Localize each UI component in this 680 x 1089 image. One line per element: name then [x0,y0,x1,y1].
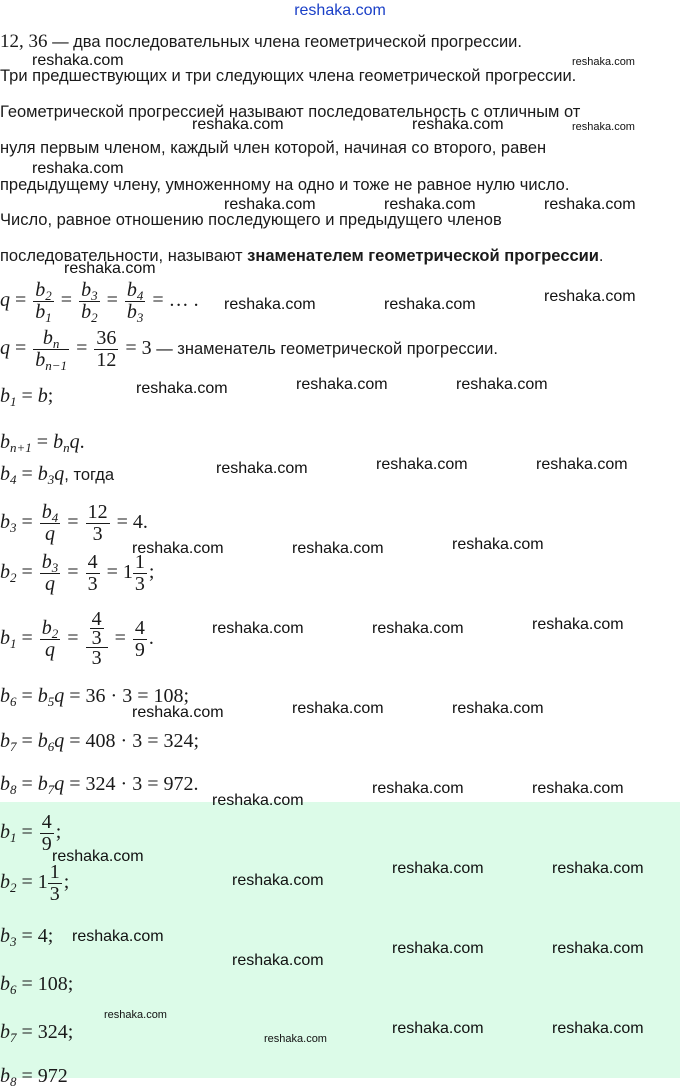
ratio-description: — знаменатель геометрической прогрессии. [151,340,498,359]
watermark: reshaka.com [72,928,164,945]
watermark: reshaka.com [32,160,124,177]
watermark: reshaka.com [532,616,624,633]
theory-line-1: Геометрической прогрессией называют последовательность с отличным от [0,103,581,121]
watermark: reshaka.com [136,380,228,397]
watermark: reshaka.com [532,780,624,797]
watermark: reshaka.com [224,296,316,313]
theory-line-4: Число, равное отношению последующего и предыдущего членов [0,211,502,229]
watermark: reshaka.com [544,288,636,305]
watermark: reshaka.com [212,620,304,637]
formula-b1: $b_1$ = $\frac{b_2}{q}$ = $\frac{\frac{4}{3}}{3}$ = $\frac{4}{9}$ . [0,608,154,669]
watermark: reshaka.com [224,196,316,213]
theory-line-5: последовательности, называют знаменателем геометрической прогрессии. [0,247,604,265]
problem-text: — два последовательных члена геометрической прогрессии. [47,33,522,51]
watermark: reshaka.com [536,456,628,473]
site-header-link[interactable]: reshaka.com [294,2,386,19]
watermark: reshaka.com [372,780,464,797]
watermark: reshaka.com [64,260,156,277]
watermark: reshaka.com [552,1020,644,1037]
term-denominator: знаменателем геометрической прогрессии [247,247,599,265]
problem-statement [0,30,522,54]
theory-line-3: предыдущему члену, умноженному на одно и тоже не равное нулю число. [0,176,570,194]
watermark: reshaka.com [132,540,224,557]
theory-line-2: нуля первым членом, каждый член которой, начиная со второго, равен [0,139,547,157]
watermark: reshaka.com [32,52,124,69]
formula-b8: $b_8 = b_7q = 324 \cdot 3 = 972$. [0,773,199,797]
watermark: reshaka.com [552,860,644,877]
watermark: reshaka.com [376,456,468,473]
answer-b8: $b_8 = 972$ [0,1065,68,1089]
formula-b3: $b_3$ = $\frac{b_4}{q}$ = $\frac{12}{3}$ = 4. [0,501,148,545]
watermark: reshaka.com [384,196,476,213]
watermark: reshaka.com [292,700,384,717]
formula-ratio-definition: q = $\frac{b_2}{b_1}$ = $\frac{b_3}{b_2}$ = $\frac{b_4}{b_3}$ = … . [0,279,199,325]
problem-numbers: 12, 36 [0,31,48,52]
formula-b7: $b_7 = b_6q = 408 \cdot 3 = 324$; [0,730,200,754]
watermark: reshaka.com [572,56,635,68]
watermark: reshaka.com [544,196,636,213]
formula-recurrence: $b_{n+1} = b_nq$. [0,431,85,455]
watermark: reshaka.com [392,1020,484,1037]
watermark: reshaka.com [212,792,304,809]
watermark: reshaka.com [452,536,544,553]
watermark: reshaka.com [232,952,324,969]
formula-b4: $b_4 = b_3q$, тогда [0,463,115,487]
answer-b6: $b_6 = 108$; [0,973,74,997]
watermark: reshaka.com [52,848,144,865]
watermark: reshaka.com [104,1009,167,1021]
watermark: reshaka.com [192,116,284,133]
watermark: reshaka.com [232,872,324,889]
watermark: reshaka.com [452,700,544,717]
watermark: reshaka.com [296,376,388,393]
watermark: reshaka.com [456,376,548,393]
watermark: reshaka.com [216,460,308,477]
answer-b2: $b_2 = 1$ $\frac{1}{3}$ ; [0,861,70,905]
watermark: reshaka.com [552,940,644,957]
watermark: reshaka.com [412,116,504,133]
answer-b1: $b_1$ = $\frac{4}{9}$ ; [0,811,62,855]
formula-b2: $b_2$ = $\frac{b_3}{q}$ = $\frac{4}{3}$ = 1 $\frac{1}{3}$ ; [0,551,155,595]
formula-b1-b: $b_1 = b$; [0,385,54,409]
watermark: reshaka.com [132,704,224,721]
watermark: reshaka.com [392,860,484,877]
watermark: reshaka.com [372,620,464,637]
watermark: reshaka.com [572,121,635,133]
formula-ratio-value: q = $\frac{b_n}{b_{n-1}}$ = $\frac{36}{12}$ = 3 — знаменатель геометрической прогрессии. [0,327,498,373]
watermark: reshaka.com [384,296,476,313]
watermark: reshaka.com [392,940,484,957]
watermark: reshaka.com [292,540,384,557]
answer-b3: $b_3 = 4$; [0,925,54,949]
watermark: reshaka.com [264,1033,327,1045]
formula-b6: $b_6 = b_5q = 36 \cdot 3 = 108$; [0,685,190,709]
problem-task: Три предшествующих и три следующих члена геометрической прогрессии. [0,67,577,85]
answer-b7: $b_7 = 324$; [0,1021,74,1045]
